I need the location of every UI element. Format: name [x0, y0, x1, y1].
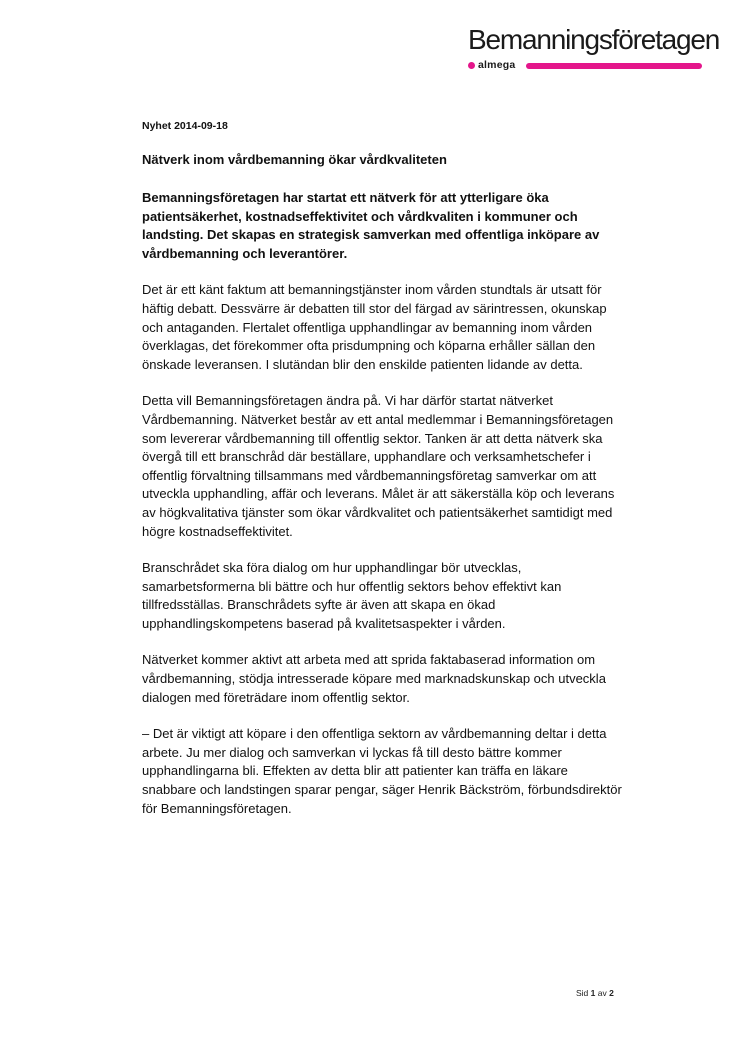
page-number — [576, 987, 614, 999]
logo-accent-line — [526, 63, 702, 69]
article-headline: Nätverk inom vårdbemanning ökar vårdkvaliteten — [142, 152, 447, 167]
page-of-word: av — [597, 988, 607, 998]
page-word: Sid — [576, 988, 589, 998]
total-pages-number: 2 — [609, 988, 614, 998]
article-dateline: Nyhet 2014-09-18 — [142, 120, 228, 132]
article-body — [142, 119, 622, 836]
article-paragraph: Det är ett känt faktum att bemanningstjänster inom vården stundtals är utsatt för häftig debatt. Dessvärre är debatten till stor del färgad av särintressen, okunskap och antaganden. Flertalet offentliga upphandlingar av bemanning inom vården överklagas, det förekommer ofta prisdumpning och köparna erhåller sällan den önskade leveransen. I slutändan blir den enskilde patienten lidande av detta. — [142, 282, 607, 372]
logo-subbrand: almega — [478, 59, 516, 71]
article-paragraph: Detta vill Bemanningsföretagen ändra på. Vi har därför startat nätverket Vårdbemanning. Nätverket består av ett antal medlemmar i Bemanningsföretagen som levererar vårdbemanning till offentlig sektor. Tanken är att detta nätverk ska övergå till ett branschråd där beställare, upphandlare och verksamhetschefer i offentlig förvaltning tillsammans med vårdbemanningsföretag samverkar om att utveckla upphandling, affär och leverans. Målet är att säkerställa köp och leverans av högkvalitativa tjänster som ökar vårdkvalitet och patientsäkerhet samtidigt med högre kostnadseffektivitet. — [142, 393, 615, 539]
article-paragraph: Nätverket kommer aktivt att arbeta med att sprida faktabaserad information om vårdbemanning, stödja intresserade köpare med marknadskunskap och utveckla dialogen med företrädare inom offentlig sektor. — [142, 652, 606, 705]
current-page-number: 1 — [590, 988, 596, 998]
article-quote-paragraph: – Det är viktigt att köpare i den offentliga sektorn av vårdbemanning deltar i detta arbete. Ju mer dialog och samverkan vi lyckas få till desto bättre kommer upphandlingarna bli. Effekten av detta blir att patienter kan träffa en läkare snabbare och landstingen sparar pengar, säger Henrik Bäckström, förbundsdirektör för Bemanningsföretagen. — [142, 726, 622, 816]
article-paragraph: Branschrådet ska föra dialog om hur upphandlingar bör utvecklas, samarbetsformerna bli bättre och hur offentlig sektors behov effektivt kan tillfredsställas. Branschrådets syfte är även att skapa en ökad upphandlingskompetens baserad på kvalitetsaspekter i vården. — [142, 560, 562, 631]
brand-logo — [468, 22, 720, 72]
logo-dot-icon — [468, 62, 475, 69]
logo-accent-bar — [468, 61, 704, 71]
logo-wordmark: Bemanningsföretagen — [468, 24, 720, 55]
article-lead: Bemanningsföretagen har startat ett nätverk för att ytterligare öka patientsäkerhet, kostnadseffektivitet och vårdkvaliten i kommuner och landsting. Det skapas en strategisk samverkan med offentliga inköpare av vårdbemanning och leverantörer. — [142, 190, 600, 261]
